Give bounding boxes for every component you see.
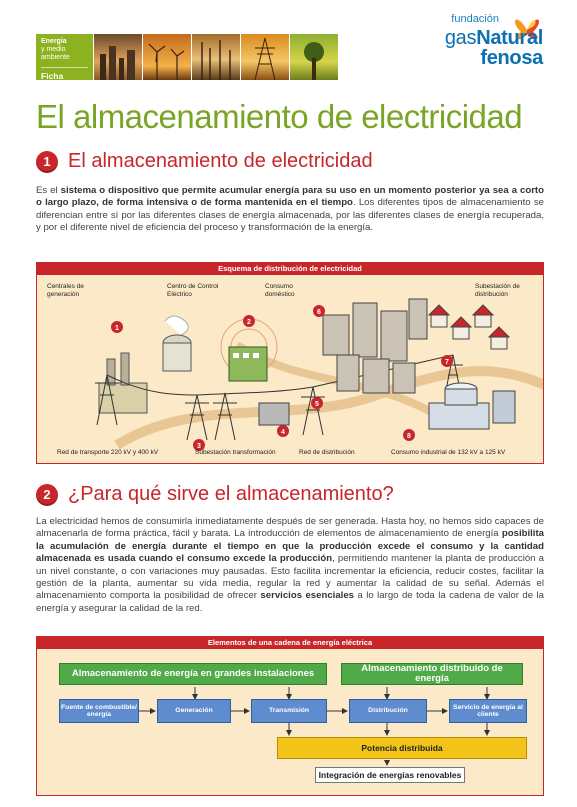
industrial-plant bbox=[429, 383, 515, 429]
box-almacenamiento-distribuido: Almacenamiento distribuido de energía bbox=[341, 663, 523, 685]
svg-text:6: 6 bbox=[317, 309, 321, 316]
svg-text:3: 3 bbox=[197, 443, 201, 450]
figure-title: Elementos de una cadena de energía eléctrica bbox=[37, 637, 543, 649]
photo-tree bbox=[289, 34, 338, 80]
logo-fenosa: fenosa bbox=[480, 47, 543, 69]
svg-text:2: 2 bbox=[247, 319, 251, 326]
svg-text:7: 7 bbox=[445, 359, 449, 366]
label-centro-control: Centro de Control Eléctrico bbox=[167, 283, 219, 298]
tag-line-1: Energía bbox=[41, 38, 67, 45]
page-title: El almacenamiento de electricidad bbox=[36, 98, 523, 135]
svg-text:5: 5 bbox=[315, 401, 319, 408]
tag-line-2: y medio ambiente bbox=[41, 46, 70, 61]
section-number-badge: 1 bbox=[36, 151, 58, 173]
section-title: El almacenamiento de electricidad bbox=[68, 150, 373, 172]
distribution-diagram bbox=[36, 262, 544, 464]
section-2-paragraph: La electricidad hemos de consumirla inmediatamente después de ser generada. Hasta hoy, no hemos sido capaces de almacenarla de forma práctica, fácil y barata. La introducción de elementos de almacenamiento de energía posibilita la acumulación de energía durante el tiempo en que la producción excede el consumo y la cantidad almacenada es usada cuando el consumo excede la producción, permitiendo mantener la planta de producción a un nivel constante, o con variaciones muy pausadas. Esto facilita incrementar la eficiencia, reducir costes, facilitar la gestión de la planta, aumentar su vida media, regular la red y aumentar la calidad de su señal. Además el almacenamiento comporta la posibilidad de ofrecer servicios esenciales a lo largo de toda la cadena de valor de la energía y asegurar la calidad de la red. bbox=[36, 516, 544, 614]
svg-text:4: 4 bbox=[281, 429, 285, 436]
section-2-heading bbox=[36, 483, 394, 506]
section-number-badge: 2 bbox=[36, 484, 58, 506]
control-center bbox=[221, 319, 277, 381]
box-almacenamiento-grandes: Almacenamiento de energía en grandes instalaciones bbox=[59, 663, 327, 685]
label-red-transporte: Red de transporte 220 kV y 400 kV bbox=[57, 449, 159, 456]
photo-strip bbox=[93, 34, 338, 80]
foundation-logo bbox=[417, 10, 547, 70]
box-servicio-cliente: Servicio de energía al cliente bbox=[449, 699, 527, 723]
label-consumo-domestico: Consumo doméstico bbox=[265, 283, 295, 298]
houses bbox=[429, 305, 509, 349]
svg-text:1: 1 bbox=[115, 325, 119, 332]
category-tag bbox=[36, 34, 93, 91]
logo-gasnatural: gasNatural bbox=[444, 27, 543, 49]
label-subestacion-distribucion: Subestación de distribución bbox=[475, 283, 520, 298]
section-title: ¿Para qué sirve el almacenamiento? bbox=[68, 483, 394, 505]
label-red-distribucion: Red de distribución bbox=[299, 449, 355, 456]
box-potencia-distribuida: Potencia distribuida bbox=[277, 737, 527, 759]
section-1-heading bbox=[36, 150, 373, 173]
header-banner bbox=[36, 34, 328, 91]
box-transmision: Transmisión bbox=[251, 699, 327, 723]
box-fuente-combustible: Fuente de combustible/ energía bbox=[59, 699, 139, 723]
logo-fundacion: fundación bbox=[451, 13, 499, 25]
svg-text:8: 8 bbox=[407, 433, 411, 440]
photo-city bbox=[93, 34, 142, 80]
photo-windmills bbox=[142, 34, 191, 80]
city-buildings bbox=[323, 299, 427, 393]
box-integracion-renovables: Integración de energías renovables bbox=[315, 767, 465, 783]
energy-chain-diagram bbox=[36, 636, 544, 796]
tag-line-3: Ficha pedagógica bbox=[41, 67, 88, 91]
label-consumo-industrial: Consumo industrial de 132 kV a 125 kV bbox=[391, 449, 506, 456]
photo-refinery bbox=[191, 34, 240, 80]
label-subestacion-transformacion: Subestación transformación bbox=[195, 449, 276, 456]
box-generacion: Generación bbox=[157, 699, 231, 723]
distribution-illustration bbox=[37, 275, 544, 464]
section-1-paragraph: Es el sistema o dispositivo que permite acumular energía para su uso en un momento posterior ya sea a corto o largo plazo, de forma intensiva o de forma mantenida en el tiempo. Los diferentes tipos de almacenamiento se diferencian entre sí por las diferentes clases de energía almacenada, por las diferentes clases de energía recuperada, y por el diferente nivel de eficiencia del proceso y transformación de la energía. bbox=[36, 185, 544, 234]
label-centrales: Centrales de generación bbox=[47, 283, 84, 298]
photo-pylon bbox=[240, 34, 289, 80]
box-distribucion: Distribución bbox=[349, 699, 427, 723]
figure-title: Esquema de distribución de electricidad bbox=[37, 263, 543, 275]
